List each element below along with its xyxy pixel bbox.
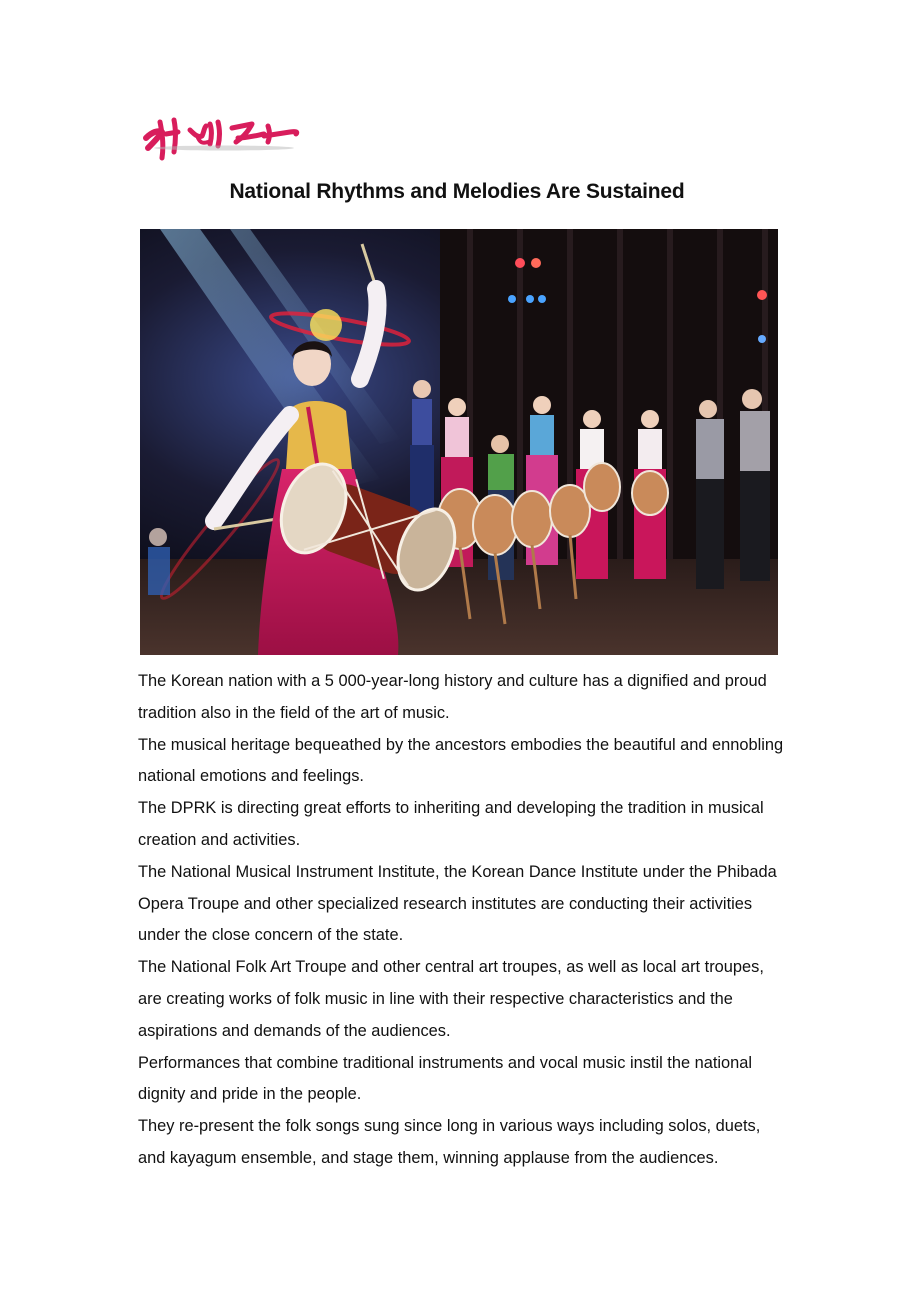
paragraph: They re-present the folk songs sung since long in various ways including solos, duets, and kayagum ensemble, and stage them, winning applause from the audiences. — [138, 1117, 761, 1167]
paragraph: The Korean nation with a 5 000-year-long history and culture has a dignified and proud tradition also in the field of the art of music. — [138, 672, 767, 722]
paragraph: The National Musical Instrument Institute, the Korean Dance Institute under the Phibada Opera Troupe and other specialized research institutes are conducting their activities under the close concern of the state. — [138, 862, 777, 945]
article-body — [138, 666, 788, 1175]
site-logo — [138, 108, 304, 166]
korean-calligraphy-logo-icon — [138, 108, 304, 166]
article-title: National Rhythms and Melodies Are Sustained — [229, 180, 685, 203]
paragraph: The DPRK is directing great efforts to inheriting and developing the tradition in musical creation and activities. — [138, 799, 764, 849]
folk-drum-dance-photo — [140, 229, 778, 655]
paragraph: The musical heritage bequeathed by the ancestors embodies the beautiful and ennobling national emotions and feelings. — [138, 735, 784, 786]
article-photo — [140, 229, 778, 655]
paragraph: The National Folk Art Troupe and other central art troupes, as well as local art troupes, are creating works of folk music in line with their respective characteristics and the aspirations and demands of the audiences. — [138, 958, 764, 1040]
paragraph: Performances that combine traditional instruments and vocal music instil the national dignity and pride in the people. — [138, 1053, 753, 1104]
